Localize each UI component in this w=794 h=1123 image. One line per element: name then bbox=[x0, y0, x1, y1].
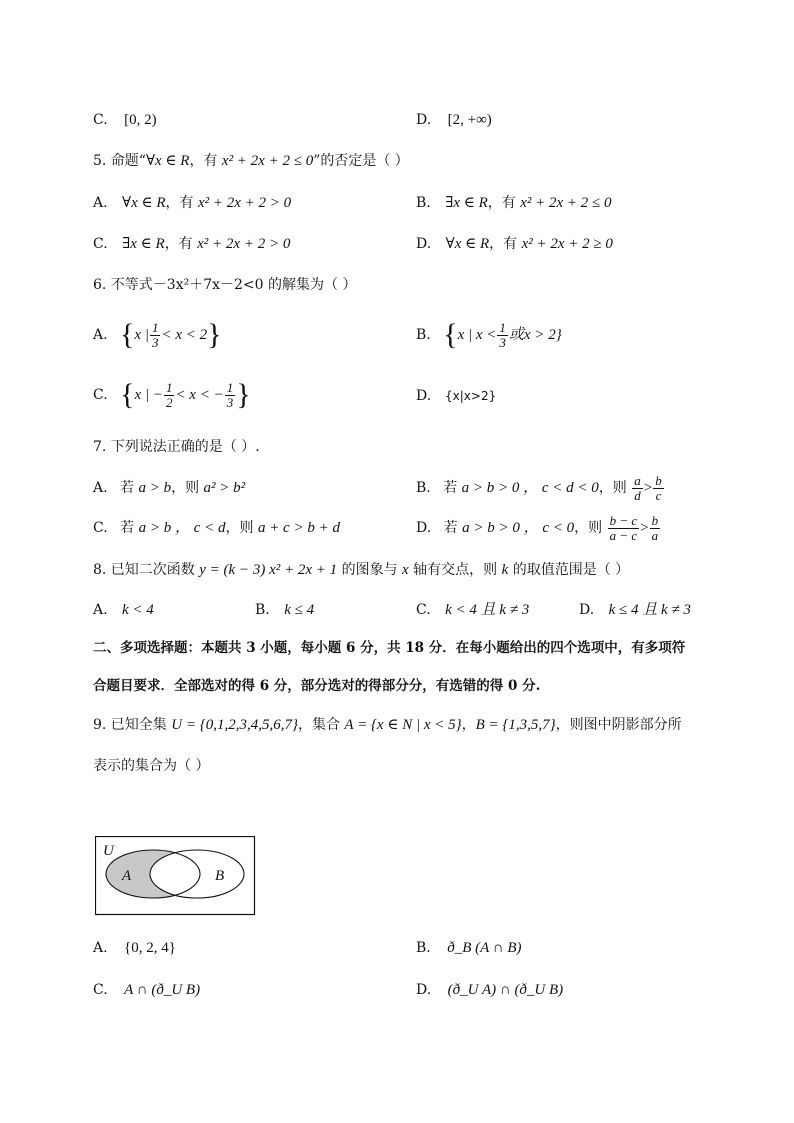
option-math: < x < 2 bbox=[161, 327, 208, 343]
option-math: ð_B (A ∩ B) bbox=[447, 940, 522, 956]
option-math: x | − bbox=[134, 387, 163, 403]
q8-option-c[interactable] bbox=[416, 600, 529, 620]
option-label: A. bbox=[93, 602, 108, 618]
fraction bbox=[150, 321, 161, 350]
section-heading-line1: 二、多项选择题：本题共 3 小题，每小题 6 分，共 18 分．在每小题给出的四个选项中，有多项符 bbox=[93, 640, 686, 656]
option-label: B. bbox=[416, 327, 431, 343]
option-label: C. bbox=[93, 520, 108, 536]
option-math: k ≤ 4 bbox=[284, 602, 315, 618]
option-text: ，则 bbox=[574, 520, 607, 536]
numerator: 1 bbox=[151, 319, 159, 335]
q8-option-b[interactable] bbox=[255, 600, 314, 620]
option-math: < x < − bbox=[175, 387, 224, 403]
stem-math: y = (k − 3) x² + 2x + 1 bbox=[199, 562, 338, 578]
denominator: 3 bbox=[226, 394, 234, 410]
option-text: ，有 bbox=[489, 236, 522, 252]
q6-stem: 6. 不等式－3x²＋7x－2<0 的解集为（ ） bbox=[93, 277, 357, 293]
brace-right: } bbox=[236, 378, 251, 411]
numerator: a bbox=[634, 472, 641, 488]
numerator: 1 bbox=[499, 319, 506, 335]
option-math: x² + 2x + 2 ≤ 0 bbox=[520, 195, 612, 211]
numerator: b − c bbox=[609, 512, 638, 528]
option-text: ，有 bbox=[164, 236, 198, 252]
option-math: (ð_U A) ∩ (ð_U B) bbox=[447, 982, 564, 998]
option-label: C. bbox=[93, 112, 108, 128]
option-text: 若 bbox=[443, 480, 462, 496]
option-math: x² + 2x + 2 > 0 bbox=[197, 236, 291, 252]
stem-text: ”的否定是（ ） bbox=[313, 153, 409, 169]
q5-option-d[interactable] bbox=[416, 234, 613, 254]
option-math: a > b > 0 ， c < 0 bbox=[462, 520, 575, 536]
option-math: 或x > 2} bbox=[508, 327, 562, 343]
option-label: D. bbox=[416, 236, 432, 252]
option-text: ，有 bbox=[165, 195, 198, 211]
option-math: x | x < bbox=[457, 327, 497, 343]
brace-right: } bbox=[207, 318, 222, 351]
option-text: 若 bbox=[120, 520, 139, 536]
q9-option-b[interactable] bbox=[416, 938, 522, 958]
q5-option-a[interactable] bbox=[93, 193, 291, 213]
stem-text: 5. 命题“ bbox=[93, 153, 146, 169]
fraction bbox=[225, 381, 236, 410]
option-math: x | bbox=[134, 327, 149, 343]
q5-stem bbox=[93, 151, 409, 171]
option-label: C. bbox=[93, 387, 108, 403]
option-text: 若 bbox=[120, 480, 139, 496]
option-label: D. bbox=[579, 602, 595, 618]
q8-option-d[interactable] bbox=[579, 600, 691, 620]
option-label: A. bbox=[93, 195, 108, 211]
section-heading-line2: 合题目要求．全部选对的得 6 分，部分选对的得部分分，有选错的得 0 分. bbox=[93, 678, 541, 694]
q7-option-c[interactable] bbox=[93, 518, 340, 538]
q9-stem-line2: 表示的集合为（ ） bbox=[93, 758, 210, 774]
option-label: D. bbox=[416, 520, 432, 536]
fraction bbox=[497, 321, 508, 350]
stem-math: U = {0,1,2,3,4,5,6,7} bbox=[171, 717, 298, 733]
option-label: D. bbox=[416, 388, 432, 404]
option-label: B. bbox=[416, 480, 431, 496]
option-math: ∀x ∈ R bbox=[122, 195, 166, 211]
option-label: C. bbox=[93, 236, 108, 252]
option-math: ∃x ∈ R bbox=[445, 195, 488, 211]
fraction bbox=[632, 474, 643, 503]
fraction bbox=[164, 381, 175, 410]
option-label: A. bbox=[93, 327, 108, 343]
option-label: C. bbox=[416, 602, 431, 618]
relation: > bbox=[640, 520, 649, 536]
denominator: 3 bbox=[499, 334, 506, 350]
option-label: D. bbox=[416, 112, 432, 128]
stem-text: 9. 已知全集 bbox=[93, 717, 172, 733]
option-label: B. bbox=[416, 195, 431, 211]
stem-text: ，有 bbox=[189, 153, 222, 169]
denominator: a bbox=[651, 527, 659, 543]
denominator: 2 bbox=[165, 394, 173, 410]
option-text: ，则 bbox=[171, 480, 204, 496]
option-math: x² + 2x + 2 > 0 bbox=[197, 195, 292, 211]
venn-diagram bbox=[95, 836, 257, 916]
q6-option-d[interactable] bbox=[416, 386, 496, 406]
option-label: D. bbox=[416, 982, 432, 998]
venn-label-a: A bbox=[122, 868, 132, 884]
option-math: a > b ， c < d bbox=[138, 520, 226, 536]
option-math: [2, +∞) bbox=[447, 112, 492, 128]
stem-math: x bbox=[402, 562, 409, 578]
fraction bbox=[650, 514, 661, 543]
stem-text: ， bbox=[461, 717, 476, 733]
q7-option-d[interactable] bbox=[416, 510, 661, 546]
option-text: ，则 bbox=[598, 480, 632, 496]
q8-option-a[interactable] bbox=[93, 600, 154, 620]
option-text: {x|x>2} bbox=[445, 389, 497, 403]
option-math: a > b bbox=[138, 480, 172, 496]
q9-option-c[interactable] bbox=[93, 980, 200, 1000]
venn-label-b: B bbox=[215, 868, 225, 884]
q7-stem: 7. 下列说法正确的是（ ）. bbox=[93, 439, 260, 455]
option-math: ∀x ∈ R bbox=[445, 236, 490, 252]
relation: > bbox=[643, 480, 653, 496]
option-text: ，则 bbox=[225, 520, 258, 536]
option-math: a² > b² bbox=[203, 480, 246, 496]
q7-option-a[interactable] bbox=[93, 478, 245, 498]
stem-math: A = {x ∈ N | x < 5} bbox=[344, 717, 462, 733]
q6-option-a[interactable] bbox=[93, 318, 222, 352]
denominator: 3 bbox=[151, 334, 159, 350]
brace-left: { bbox=[120, 318, 135, 351]
q8-stem bbox=[93, 560, 629, 580]
stem-math: x² + 2x + 2 ≤ 0 bbox=[221, 153, 314, 169]
q7-option-b[interactable] bbox=[416, 470, 665, 506]
option-math: {0, 2, 4} bbox=[124, 940, 176, 956]
option-math: ∃x ∈ R bbox=[122, 236, 165, 252]
venn-label-u: U bbox=[103, 843, 114, 859]
q5-option-c[interactable] bbox=[93, 234, 290, 254]
stem-math: k bbox=[501, 562, 509, 578]
stem-math: B = {1,3,5,7} bbox=[475, 717, 556, 733]
q6-option-c[interactable] bbox=[93, 378, 251, 412]
denominator: d bbox=[634, 487, 641, 503]
option-math: a + c > b + d bbox=[257, 520, 340, 536]
fraction bbox=[608, 514, 640, 543]
q5-option-b[interactable] bbox=[416, 193, 612, 213]
option-math: x² + 2x + 2 ≥ 0 bbox=[521, 236, 613, 252]
option-label: A. bbox=[93, 480, 108, 496]
option-label: A. bbox=[93, 940, 108, 956]
q4-option-d[interactable] bbox=[416, 110, 492, 130]
option-label: B. bbox=[416, 940, 431, 956]
option-math: k < 4 bbox=[122, 602, 154, 618]
option-math: k ≤ 4 且 k ≠ 3 bbox=[608, 602, 691, 618]
q9-option-a[interactable] bbox=[93, 938, 176, 958]
stem-text: 轴有交点，则 bbox=[408, 562, 502, 578]
option-math: A ∩ (ð_U B) bbox=[124, 982, 201, 998]
stem-text: 的取值范围是（ ） bbox=[508, 562, 630, 578]
option-label: B. bbox=[255, 602, 270, 618]
fraction bbox=[653, 474, 664, 503]
option-text: 若 bbox=[443, 520, 463, 536]
stem-text: 的图象与 bbox=[337, 562, 403, 578]
numerator: 1 bbox=[226, 379, 234, 395]
denominator: a − c bbox=[609, 527, 638, 543]
stem-text: ，集合 bbox=[297, 717, 345, 733]
numerator: 1 bbox=[165, 379, 173, 395]
option-math: a > b > 0 ， c < d < 0 bbox=[461, 480, 599, 496]
denominator: c bbox=[655, 487, 662, 503]
q4-option-c[interactable] bbox=[93, 110, 157, 130]
q9-option-d[interactable] bbox=[416, 980, 563, 1000]
option-label: C. bbox=[93, 982, 108, 998]
brace-left: { bbox=[120, 378, 135, 411]
stem-math: ∀x ∈ R bbox=[145, 153, 190, 169]
option-math: k < 4 且 k ≠ 3 bbox=[445, 602, 530, 618]
stem-text: 8. 已知二次函数 bbox=[93, 562, 200, 578]
stem-text: ，则图中阴影部分所 bbox=[555, 717, 682, 733]
brace-left: { bbox=[443, 318, 458, 351]
q9-stem bbox=[93, 715, 682, 735]
numerator: b bbox=[655, 472, 662, 488]
numerator: b bbox=[651, 512, 659, 528]
option-math: [0, 2) bbox=[124, 112, 157, 128]
option-text: ，有 bbox=[487, 195, 521, 211]
q6-option-b[interactable] bbox=[416, 318, 562, 352]
